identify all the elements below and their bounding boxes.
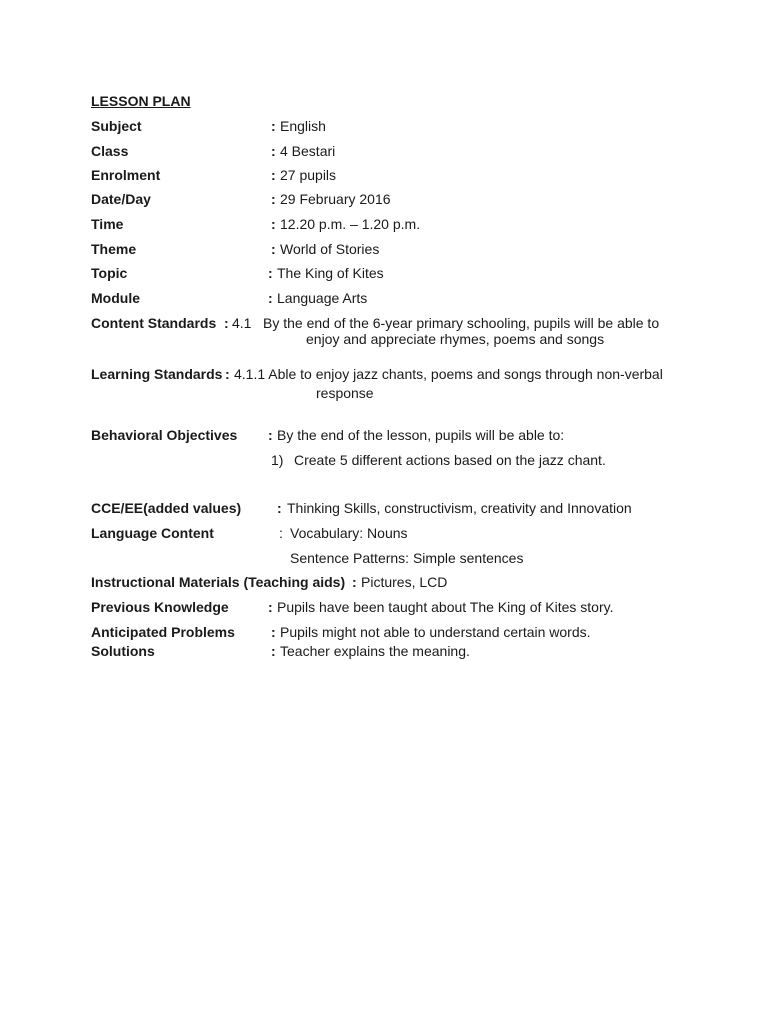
learning-standards-colon: :	[225, 366, 230, 382]
date-day-colon: :	[271, 191, 276, 207]
language-content-line1: Vocabulary: Nouns	[290, 525, 408, 541]
cce-ee-colon: :	[277, 500, 282, 516]
learning-standards-label: Learning Standards	[91, 366, 223, 382]
learning-standards-line1: 4.1.1 Able to enjoy jazz chants, poems and songs through non-verbal	[234, 366, 663, 382]
theme-label: Theme	[91, 241, 137, 257]
instructional-materials-label: Instructional Materials (Teaching aids)	[91, 574, 346, 590]
enrolment-colon: :	[271, 167, 276, 183]
content-standards-colon: :	[224, 315, 229, 331]
subject-value: English	[280, 118, 326, 134]
behavioral-objectives-intro: By the end of the lesson, pupils will be able to:	[277, 427, 565, 443]
theme-colon: :	[271, 241, 276, 257]
cce-ee-value: Thinking Skills, constructivism, creativity and Innovation	[287, 500, 632, 516]
language-content-label: Language Content	[91, 525, 214, 541]
subject-label: Subject	[91, 118, 142, 134]
behavioral-objectives-colon: :	[268, 427, 273, 443]
previous-knowledge-colon: :	[268, 599, 273, 615]
enrolment-label: Enrolment	[91, 167, 161, 183]
anticipated-problems-label: Anticipated Problems	[91, 624, 235, 640]
content-standards-line1: By the end of the 6-year primary schooling, pupils will be able to	[263, 315, 660, 331]
topic-label: Topic	[91, 265, 128, 281]
time-label: Time	[91, 216, 124, 232]
date-day-label: Date/Day	[91, 191, 151, 207]
solutions-label: Solutions	[91, 643, 155, 659]
anticipated-problems-colon: :	[271, 624, 276, 640]
objective-item-number: 1)	[271, 452, 284, 468]
date-day-value: 29 February 2016	[280, 191, 391, 207]
objective-item-text: Create 5 different actions based on the jazz chant.	[294, 452, 606, 468]
class-value: 4 Bestari	[280, 143, 336, 159]
page-title: LESSON PLAN	[91, 93, 191, 109]
time-value: 12.20 p.m. – 1.20 p.m.	[280, 216, 421, 232]
topic-value: The King of Kites	[277, 265, 384, 281]
topic-colon: :	[268, 265, 273, 281]
module-value: Language Arts	[277, 290, 368, 306]
content-standards-code: 4.1	[232, 315, 252, 331]
previous-knowledge-label: Previous Knowledge	[91, 599, 229, 615]
subject-colon: :	[271, 118, 276, 134]
cce-ee-label: CCE/EE(added values)	[91, 500, 242, 516]
anticipated-problems-value: Pupils might not able to understand certain words.	[280, 624, 591, 640]
solutions-colon: :	[271, 643, 276, 659]
behavioral-objectives-label: Behavioral Objectives	[91, 427, 238, 443]
time-colon: :	[271, 216, 276, 232]
content-standards-label: Content Standards	[91, 315, 217, 331]
theme-value: World of Stories	[280, 241, 380, 257]
learning-standards-line2: response	[316, 385, 374, 401]
solutions-value: Teacher explains the meaning.	[280, 643, 470, 659]
instructional-materials-colon: :	[352, 574, 357, 590]
module-label: Module	[91, 290, 140, 306]
language-content-line2: Sentence Patterns: Simple sentences	[290, 550, 524, 566]
class-colon: :	[271, 143, 276, 159]
enrolment-value: 27 pupils	[280, 167, 337, 183]
class-label: Class	[91, 143, 129, 159]
module-colon: :	[268, 290, 273, 306]
previous-knowledge-value: Pupils have been taught about The King of Kites story.	[277, 599, 614, 615]
content-standards-line2: enjoy and appreciate rhymes, poems and songs	[306, 331, 605, 347]
instructional-materials-value: Pictures, LCD	[361, 574, 448, 590]
language-content-colon: :	[279, 525, 283, 541]
